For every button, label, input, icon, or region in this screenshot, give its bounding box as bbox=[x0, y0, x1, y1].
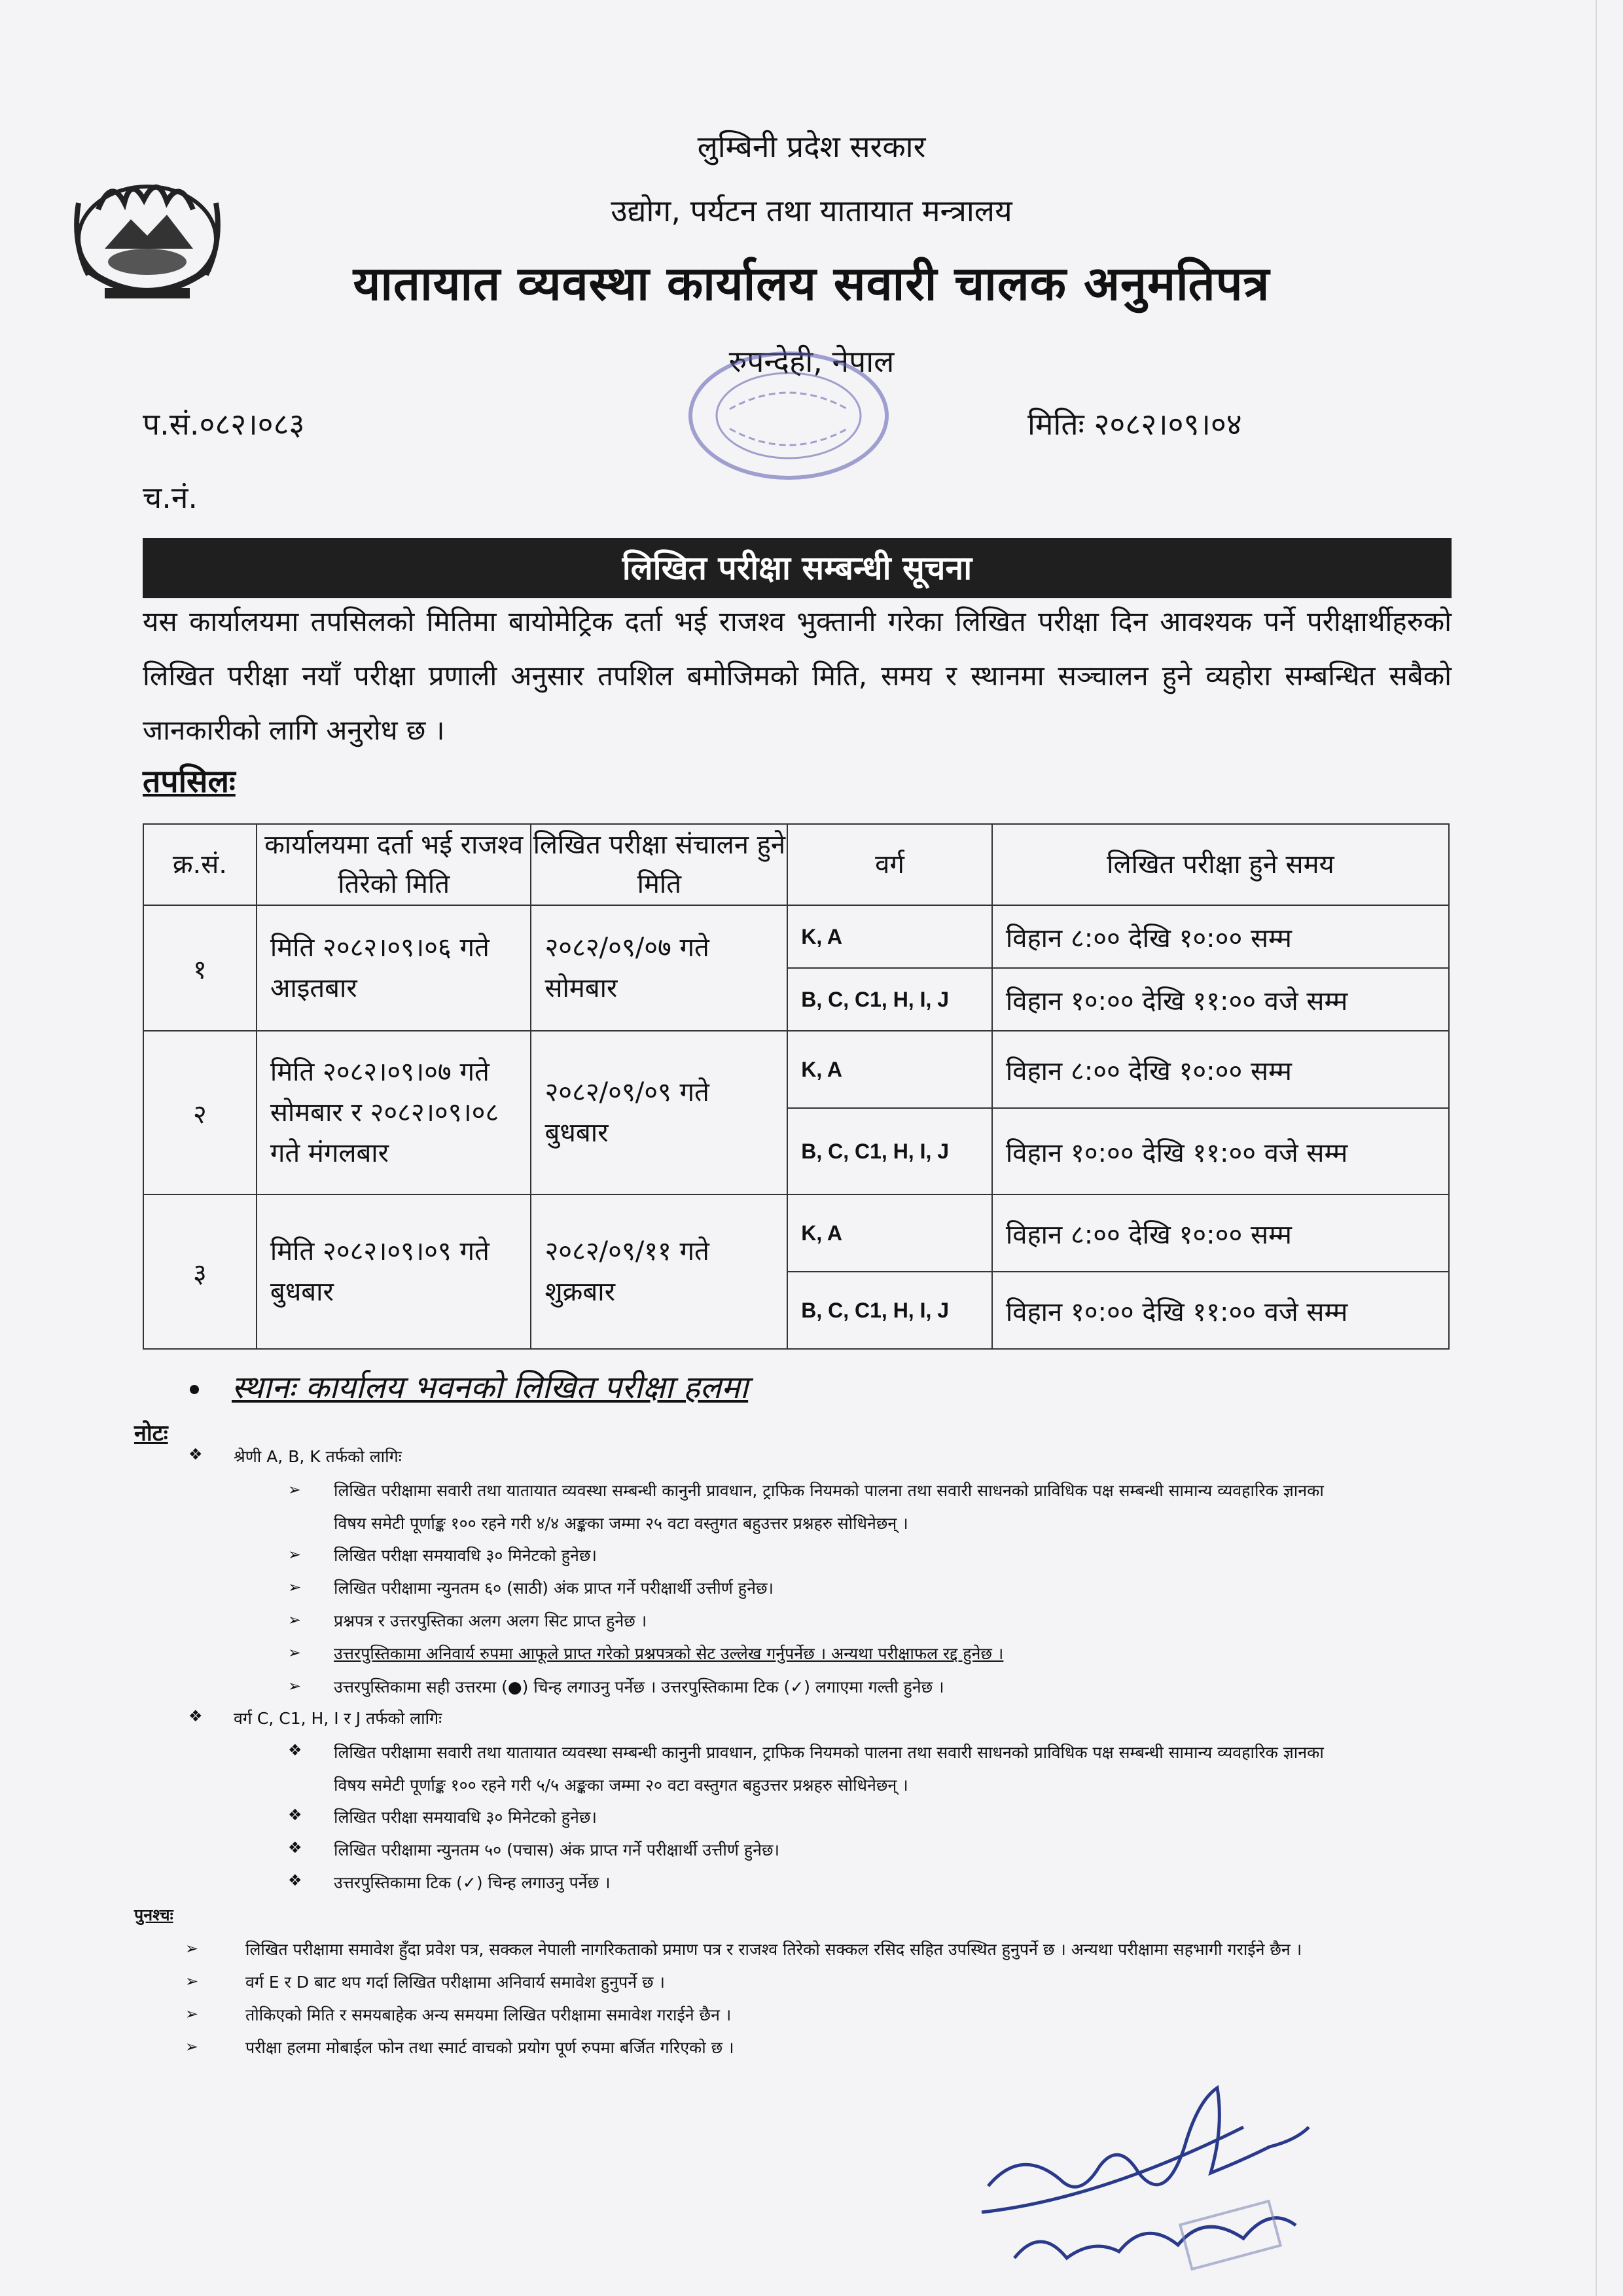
row-class: B, C, C1, H, I, J bbox=[787, 1108, 992, 1194]
issue-date: मितिः २०८२।०९।०४ bbox=[1027, 406, 1242, 442]
group-b-title: वर्ग C, C1, H, I र J तर्फको लागिः bbox=[234, 1709, 442, 1728]
diamond-bullet-icon: ❖ bbox=[288, 1839, 302, 1857]
table-row bbox=[143, 1031, 1449, 1108]
postscript-item: लिखित परीक्षामा समावेश हुँदा प्रवेश पत्र, सक्कल नेपाली नागरिकताको प्रमाण पत्र र राजश्व तिरेको सक्कल रसिद सहित उपस्थित हुनुपर्ने छ । अन्यथा परीक्षामा सहभागी गराईने छैन । bbox=[245, 1940, 1302, 1959]
arrow-bullet-icon: ➢ bbox=[288, 1578, 302, 1596]
note-item: लिखित परीक्षामा सवारी तथा यातायात व्यवस्था सम्बन्धी कानुनी प्रावधान, ट्राफिक नियमको पालना तथा सवारी साधनको प्राविधिक पक्ष सम्बन्धी सामान्य व्यवहारिक ज्ञानका bbox=[334, 1481, 1324, 1500]
note-item: उत्तरपुस्तिकामा सही उत्तरमा (●) चिन्ह लगाउनु पर्नेछ । उत्तरपुस्तिकामा टिक (✓) लगाएमा गल्ती हुनेछ । bbox=[334, 1677, 944, 1696]
diamond-bullet-icon: ❖ bbox=[188, 1445, 203, 1463]
postscript-item: परीक्षा हलमा मोबाईल फोन तथा स्मार्ट वाचको प्रयोग पूर्ण रुपमा बर्जित गरिएको छ । bbox=[245, 2038, 734, 2057]
row-time: विहान १०:०० देखि ११:०० वजे सम्म bbox=[992, 1108, 1449, 1194]
notice-title: लिखित परीक्षा सम्बन्धी सूचना bbox=[143, 538, 1452, 598]
row-exam-date: २०८२/०९/०७ गते सोमबार bbox=[531, 905, 787, 1031]
postscript-label: पुनश्चः bbox=[134, 1905, 173, 1924]
diamond-bullet-icon: ❖ bbox=[288, 1741, 302, 1759]
header-exam-date: लिखित परीक्षा संचालन हुने मिति bbox=[531, 824, 787, 905]
note-item: उत्तरपुस्तिकामा टिक (✓) चिन्ह लगाउनु पर्नेछ । bbox=[334, 1873, 611, 1892]
row-exam-date: २०८२/०९/०९ गते बुधबार bbox=[531, 1031, 787, 1194]
row-time: विहान ८:०० देखि १०:०० सम्म bbox=[992, 1031, 1449, 1108]
office-seal-icon bbox=[677, 337, 900, 488]
row-class: K, A bbox=[787, 905, 992, 968]
table-header-row bbox=[143, 824, 1449, 905]
row-time: विहान ८:०० देखि १०:०० सम्म bbox=[992, 1194, 1449, 1272]
note-item: लिखित परीक्षामा न्युनतम ५० (पचास) अंक प्राप्त गर्ने परीक्षार्थी उत्तीर्ण हुनेछ। bbox=[334, 1840, 780, 1859]
row-reg-date: मिति २०८२।०९।०६ गते आइतबार bbox=[257, 905, 531, 1031]
note-label: नोटः bbox=[134, 1420, 168, 1446]
venue-text: स्थानः कार्यालय भवनको लिखित परीक्षा हलमा bbox=[232, 1369, 749, 1406]
dispatch-number: च.नं. bbox=[143, 480, 198, 515]
row-class: K, A bbox=[787, 1194, 992, 1272]
diamond-bullet-icon: ❖ bbox=[288, 1806, 302, 1824]
table-row bbox=[143, 1194, 1449, 1272]
row-time: विहान १०:०० देखि ११:०० वजे सम्म bbox=[992, 968, 1449, 1031]
arrow-bullet-icon: ➢ bbox=[288, 1545, 302, 1564]
row-sn: १ bbox=[143, 905, 257, 1031]
postscript-item: तोकिएको मिति र समयबाहेक अन्य समयमा लिखित परीक्षामा समावेश गराईने छैन । bbox=[245, 2005, 732, 2024]
table-row bbox=[143, 905, 1449, 968]
note-item: विषय समेटी पूर्णाङ्क १०० रहने गरी ५/५ अङ्कका जम्मा २० वटा वस्तुगत बहुउत्तर प्रश्नहरु सोधिनेछन् । bbox=[334, 1776, 908, 1795]
row-reg-date: मिति २०८२।०९।०७ गते सोमबार र २०८२।०९।०८ गते मंगलबार bbox=[257, 1031, 531, 1194]
note-item-underlined: उत्तरपुस्तिकामा अनिवार्य रुपमा आफूले प्राप्त गरेको प्रश्नपत्रको सेट उल्लेख गर्नुपर्नेछ । अन्यथा परीक्षाफल रद्द हुनेछ । bbox=[334, 1644, 1004, 1663]
ministry-name: उद्योग, पर्यटन तथा यातायात मन्त्रालय bbox=[611, 193, 1012, 228]
header-time: लिखित परीक्षा हुने समय bbox=[992, 824, 1449, 905]
office-name: यातायात व्यवस्था कार्यालय सवारी चालक अनुमतिपत्र bbox=[353, 256, 1270, 311]
header-sn: क्र.सं. bbox=[143, 824, 257, 905]
exam-venue bbox=[190, 1365, 748, 1408]
note-item: विषय समेटी पूर्णाङ्क १०० रहने गरी ४/४ अङ्कका जम्मा २५ वटा वस्तुगत बहुउत्तर प्रश्नहरु सोधिनेछन् । bbox=[334, 1514, 908, 1533]
intro-paragraph: यस कार्यालयमा तपसिलको मितिमा बायोमेट्रिक दर्ता भई राजश्व भुक्तानी गरेका लिखित परीक्षा दिन आवश्यक पर्ने परीक्षार्थीहरुको लिखित परीक्षा नयाँ परीक्षा प्रणाली अनुसार तपशिल बमोजिमको मिति, समय र स्थानमा सञ्चालन हुने व्यहोरा सम्बन्धित सबैको जानकारीको लागि अनुरोध छ । bbox=[143, 605, 1452, 746]
handwritten-signature bbox=[969, 2049, 1348, 2291]
row-time: विहान १०:०० देखि ११:०० वजे सम्म bbox=[992, 1272, 1449, 1349]
arrow-bullet-icon: ➢ bbox=[288, 1677, 302, 1695]
header-reg-date: कार्यालयमा दर्ता भई राजश्व तिरेको मिति bbox=[257, 824, 531, 905]
arrow-bullet-icon: ➢ bbox=[185, 2005, 199, 2023]
arrow-bullet-icon: ➢ bbox=[185, 1939, 199, 1958]
row-exam-date: २०८२/०९/११ गते शुक्रबार bbox=[531, 1194, 787, 1349]
group-a-title: श्रेणी A, B, K तर्फको लागिः bbox=[234, 1447, 402, 1466]
row-time: विहान ८:०० देखि १०:०० सम्म bbox=[992, 905, 1449, 968]
header-class: वर्ग bbox=[787, 824, 992, 905]
details-label: तपसिलः bbox=[143, 763, 236, 800]
reference-number: प.सं.०८२।०८३ bbox=[143, 406, 305, 442]
row-class: K, A bbox=[787, 1031, 992, 1108]
row-sn: २ bbox=[143, 1031, 257, 1194]
province-name: लुम्बिनी प्रदेश सरकार bbox=[697, 129, 926, 164]
row-sn: ३ bbox=[143, 1194, 257, 1349]
note-item: लिखित परीक्षामा सवारी तथा यातायात व्यवस्था सम्बन्धी कानुनी प्रावधान, ट्राफिक नियमको पालना तथा सवारी साधनको प्राविधिक पक्ष सम्बन्धी सामान्य व्यवहारिक ज्ञानका bbox=[334, 1743, 1324, 1762]
arrow-bullet-icon: ➢ bbox=[185, 2037, 199, 2056]
row-class: B, C, C1, H, I, J bbox=[787, 968, 992, 1031]
arrow-bullet-icon: ➢ bbox=[288, 1611, 302, 1629]
row-reg-date: मिति २०८२।०९।०९ गते बुधबार bbox=[257, 1194, 531, 1349]
diamond-bullet-icon: ❖ bbox=[288, 1871, 302, 1890]
arrow-bullet-icon: ➢ bbox=[185, 1972, 199, 1990]
arrow-bullet-icon: ➢ bbox=[288, 1480, 302, 1499]
diamond-bullet-icon: ❖ bbox=[188, 1707, 203, 1725]
note-item: लिखित परीक्षा समयावधि ३० मिनेटको हुनेछ। bbox=[334, 1808, 597, 1827]
arrow-bullet-icon: ➢ bbox=[288, 1643, 302, 1662]
bullet-dot-icon bbox=[190, 1385, 199, 1394]
note-item: लिखित परीक्षामा न्युनतम ६० (साठी) अंक प्राप्त गर्ने परीक्षार्थी उत्तीर्ण हुनेछ। bbox=[334, 1579, 774, 1598]
postscript-item: वर्ग E र D बाट थप गर्दा लिखित परीक्षामा अनिवार्य समावेश हुनुपर्ने छ । bbox=[245, 1973, 666, 1992]
row-class: B, C, C1, H, I, J bbox=[787, 1272, 992, 1349]
office-location: रुपन्देही, नेपाल bbox=[728, 344, 895, 379]
note-item: प्रश्नपत्र र उत्तरपुस्तिका अलग अलग सिट प्राप्त हुनेछ । bbox=[334, 1611, 647, 1630]
exam-schedule-table bbox=[143, 823, 1450, 1350]
note-item: लिखित परीक्षा समयावधि ३० मिनेटको हुनेछ। bbox=[334, 1546, 597, 1565]
